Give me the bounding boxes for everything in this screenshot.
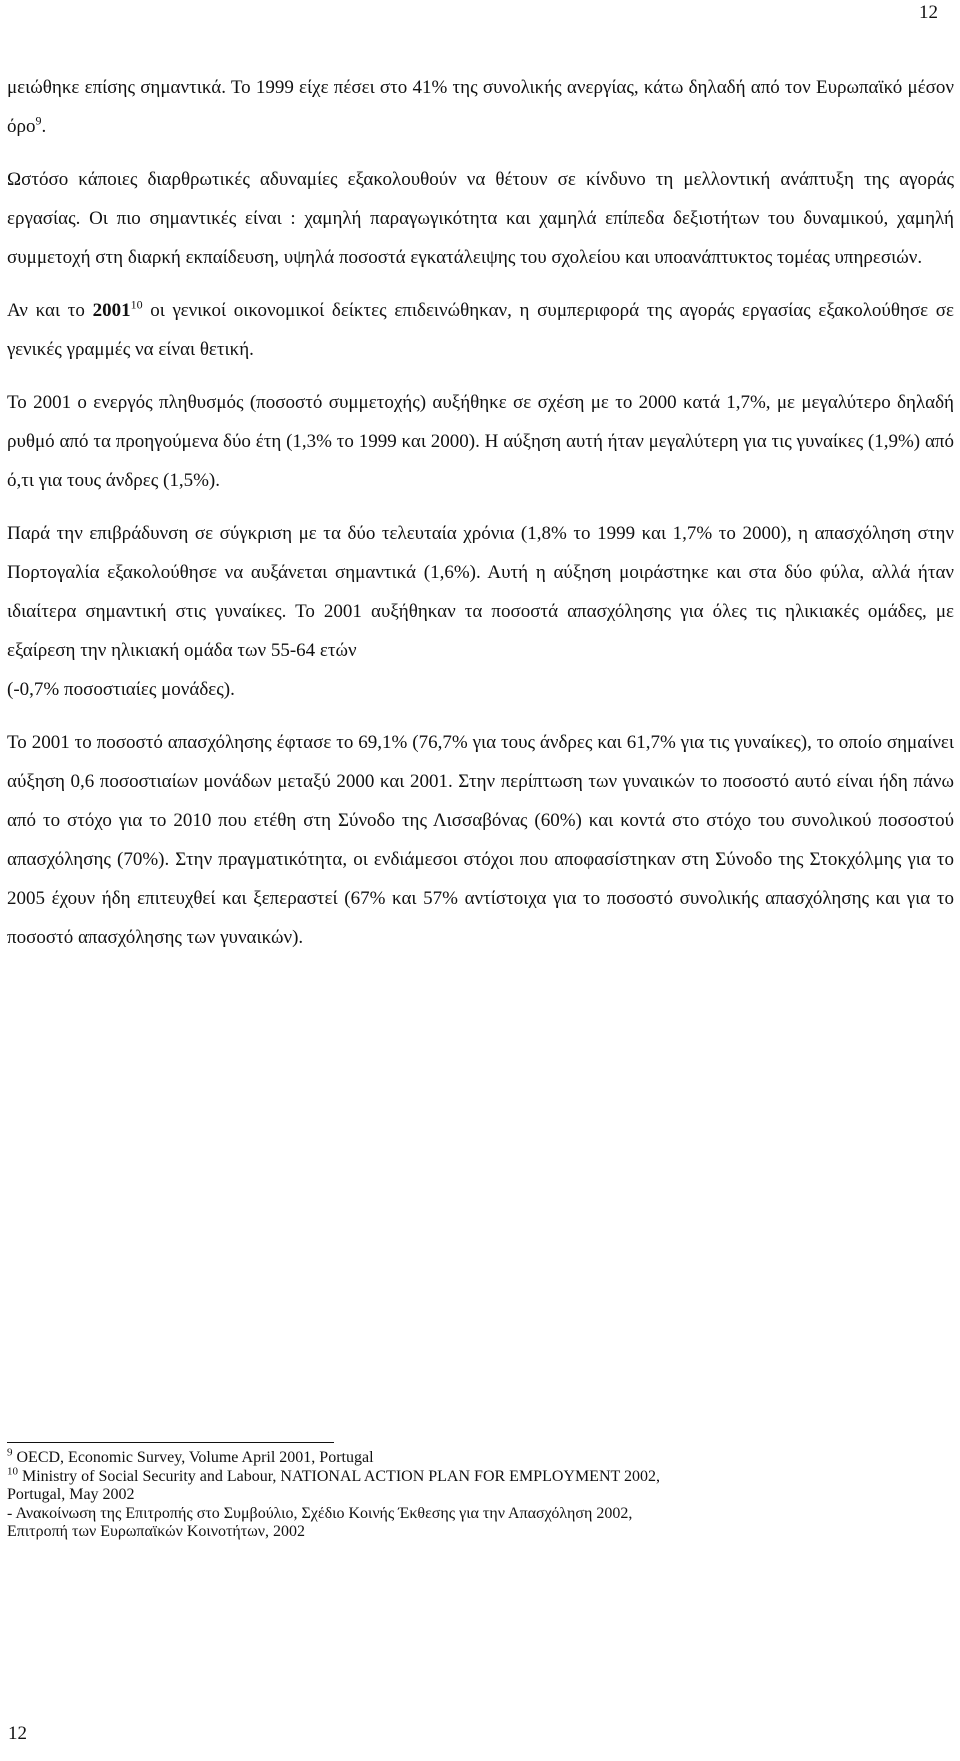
footnote-9-marker: 9 (7, 1446, 13, 1459)
footnote-10-line-2: Portugal, May 2002 (7, 1486, 135, 1503)
footnote-10-text-line-1: Ministry of Social Security and Labour, NATIONAL ACTION PLAN FOR EMPLOYMENT 2002, (22, 1467, 660, 1485)
paragraph-6 (7, 723, 954, 957)
footnote-9 (7, 1446, 954, 1468)
paragraph-5-text: Παρά την επιβράδυνση σε σύγκριση με τα δύο τελευταία χρόνια (1,8% το 1999 και 1,7% το 2000), η απασχόληση στην Πορτογαλία εξακολούθησε να αυξάνεται σημαντικά (1,6%). Αυτή η αύξηση μοιράστηκε και στα δύο φύλα, αλλά ήταν ιδιαίτερα σημαντική στις γυναίκες. Το 2001 αυξήθηκαν τα ποσοστά απασχόλησης για όλες τις ηλικιακές ομάδες, με εξαίρεση την ηλικιακή ομάδα των 55-64 ετών (7, 523, 954, 661)
paragraph-4-text: Το 2001 ο ενεργός πληθυσμός (ποσοστό συμμετοχής) αυξήθηκε σε σχέση με το 2000 κατά 1,7%, με μεγαλύτερο δηλαδή ρυθμό από τα προηγούμενα δύο έτη (1,3% το 1999 και 2000). Η αύξηση αυτή ήταν μεγαλύτερη για τις γυναίκες (1,9%) από ό,τι για τους άνδρες (1,5%). (7, 392, 954, 491)
page-number-top: 12 (919, 2, 938, 23)
paragraph-2-text: Ωστόσο κάποιες διαρθρωτικές αδυναμίες εξακολουθούν να θέτουν σε κίνδυνο τη μελλοντική ανάπτυξη της αγοράς εργασίας. Οι πιο σημαντικές είναι : χαμηλή παραγωγικότητα και χαμηλά επίπεδα δεξιοτήτων του δυναμικού, χαμηλή συμμετοχή στη διαρκή εκπαίδευση, υψηλά ποσοστά εγκατάλειψης του σχολείου και υποανάπτυκτος τομέας υπηρεσιών. (7, 169, 954, 268)
paragraph-2 (7, 160, 954, 277)
paragraph-4 (7, 383, 954, 500)
footnote-9-text: OECD, Economic Survey, Volume April 2001, Portugal (16, 1449, 374, 1466)
footnote-note-line-1: - Ανακοίνωση της Επιτροπής στο Συμβούλιο, Σχέδιο Κοινής Έκθεσης για την Απασχόληση 2002, (7, 1504, 633, 1522)
footnote-10-marker: 10 (7, 1465, 18, 1478)
paragraph-1-text: μειώθηκε επίσης σημαντικά. Το 1999 είχε πέσει στο 41% της συνολικής ανεργίας, κάτω δηλαδή από τον Ευρωπαϊκό μέσον όρο (7, 77, 954, 137)
footnote-note-line-2: Επιτροπή των Ευρωπαϊκών Κοινοτήτων, 2002 (7, 1523, 305, 1540)
paragraph-3 (7, 291, 954, 369)
paragraph-1 (7, 68, 954, 146)
paragraph-1-tail: . (41, 116, 47, 137)
footnote-ref-9[interactable]: 9 (35, 113, 42, 128)
footnotes (7, 1446, 954, 1542)
paragraph-5 (7, 514, 954, 709)
paragraph-3-text: οι γενικοί οικονομικοί δείκτες επιδεινώθηκαν, η συμπεριφορά της αγοράς εργασίας εξακολούθησε σε γενικές γραμμές να είναι θετική. (7, 300, 955, 360)
paragraph-6-text: Το 2001 το ποσοστό απασχόλησης έφτασε το 69,1% (76,7% για τους άνδρες και 61,7% για τις γυναίκες), το οποίο σημαίνει αύξηση 0,6 ποσοστιαίων μονάδων μεταξύ 2000 και 2001. Στην περίπτωση των γυναικών το ποσοστό αυτό είναι ήδη πάνω από το στόχο για το 2010 που ετέθη στη Σύνοδο της Λισσαβόνας (60%) και κοντά στο στόχο του συνολικού ποσοστού απασχόλησης (70%). Στην πραγματικότητα, οι ενδιάμεσοι στόχοι που αποφασίστηκαν στη Σύνοδο της Στοκχόλμης για το 2005 έχουν ήδη επιτευχθεί και ξεπεραστεί (67% και 57% αντίστοιχα για το ποσοστό συνολικής απασχόλησης και για το ποσοστό απασχόλησης των γυναικών). (7, 732, 954, 948)
footnote-ref-10[interactable]: 10 (130, 297, 143, 312)
paragraph-5-last-line: (-0,7% ποσοστιαίες μονάδες). (7, 679, 235, 700)
paragraph-3-year: 2001 (92, 300, 131, 321)
document-body (7, 68, 954, 957)
footnote-separator (7, 1442, 334, 1443)
footnote-10 (7, 1465, 954, 1487)
page-number-bottom: 12 (8, 1723, 27, 1744)
paragraph-3-lead: Αν και το (7, 300, 93, 321)
